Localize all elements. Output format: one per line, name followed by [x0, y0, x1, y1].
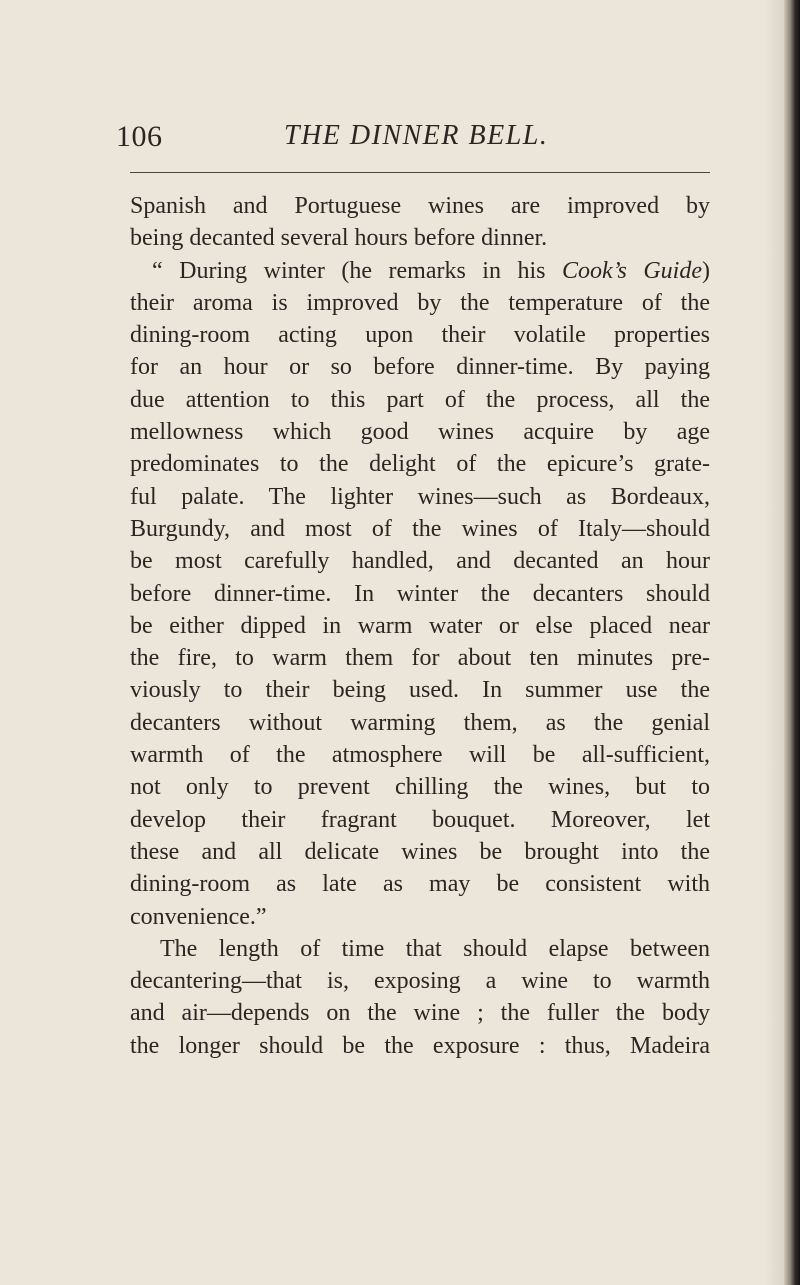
- text-line: convenience.”: [130, 903, 267, 930]
- text-line: be most carefully handled, and decanted an hour: [130, 548, 710, 575]
- text-line: their aroma is improved by the temperature of the: [130, 289, 710, 316]
- text-line: viously to their being used. In summer use the: [130, 677, 710, 704]
- text-line: Burgundy, and most of the wines of Italy—should: [130, 515, 710, 542]
- page-number: 106: [116, 120, 163, 153]
- text-line: the fire, to warm them for about ten minutes pre-: [130, 645, 710, 672]
- text-line: these and all delicate wines be brought into the: [130, 838, 710, 865]
- text-line: the longer should be the exposure : thus, Madeira: [130, 1032, 710, 1059]
- text-line: and air—depends on the wine ; the fuller the body: [130, 1000, 710, 1027]
- text-line: mellowness which good wines acquire by age: [130, 419, 710, 446]
- text-line: being decanted several hours before dinner.: [130, 225, 548, 252]
- text-line: Spanish and Portuguese wines are improved by: [130, 193, 710, 219]
- book-edge: [784, 0, 800, 1285]
- text-line: The length of time that should elapse between: [160, 935, 710, 962]
- text-line: not only to prevent chilling the wines, but to: [130, 774, 710, 801]
- text-line: for an hour or so before dinner-time. By paying: [130, 354, 710, 381]
- text-line: warmth of the atmosphere will be all-sufficient,: [130, 742, 710, 769]
- book-title-italic: Cook’s Guide: [561, 257, 702, 284]
- page-gutter-shadow: [766, 0, 784, 1285]
- text-line: dining-room as late as may be consistent with: [130, 871, 710, 898]
- text-line: ful palate. The lighter wines—such as Bordeaux,: [130, 483, 710, 510]
- text-line: decanters without warming them, as the genial: [130, 709, 710, 736]
- text-span: “ During winter (he remarks in his: [152, 257, 562, 284]
- text-span: ): [702, 257, 710, 284]
- text-line: develop their fragrant bouquet. Moreover, let: [130, 806, 710, 833]
- text-line: dining-room acting upon their volatile properties: [130, 322, 710, 349]
- body-text: [130, 190, 710, 1062]
- text-line: predominates to the delight of the epicure’s grate-: [130, 451, 710, 478]
- running-title: THE DINNER BELL.: [284, 120, 549, 151]
- text-line: [130, 255, 710, 287]
- page-header: [116, 120, 716, 160]
- header-rule: [130, 172, 710, 173]
- text-line: before dinner-time. In winter the decanters should: [130, 580, 710, 607]
- text-line: be either dipped in warm water or else placed near: [130, 612, 710, 639]
- text-line: due attention to this part of the process, all the: [130, 386, 710, 413]
- text-line: decantering—that is, exposing a wine to warmth: [130, 968, 710, 995]
